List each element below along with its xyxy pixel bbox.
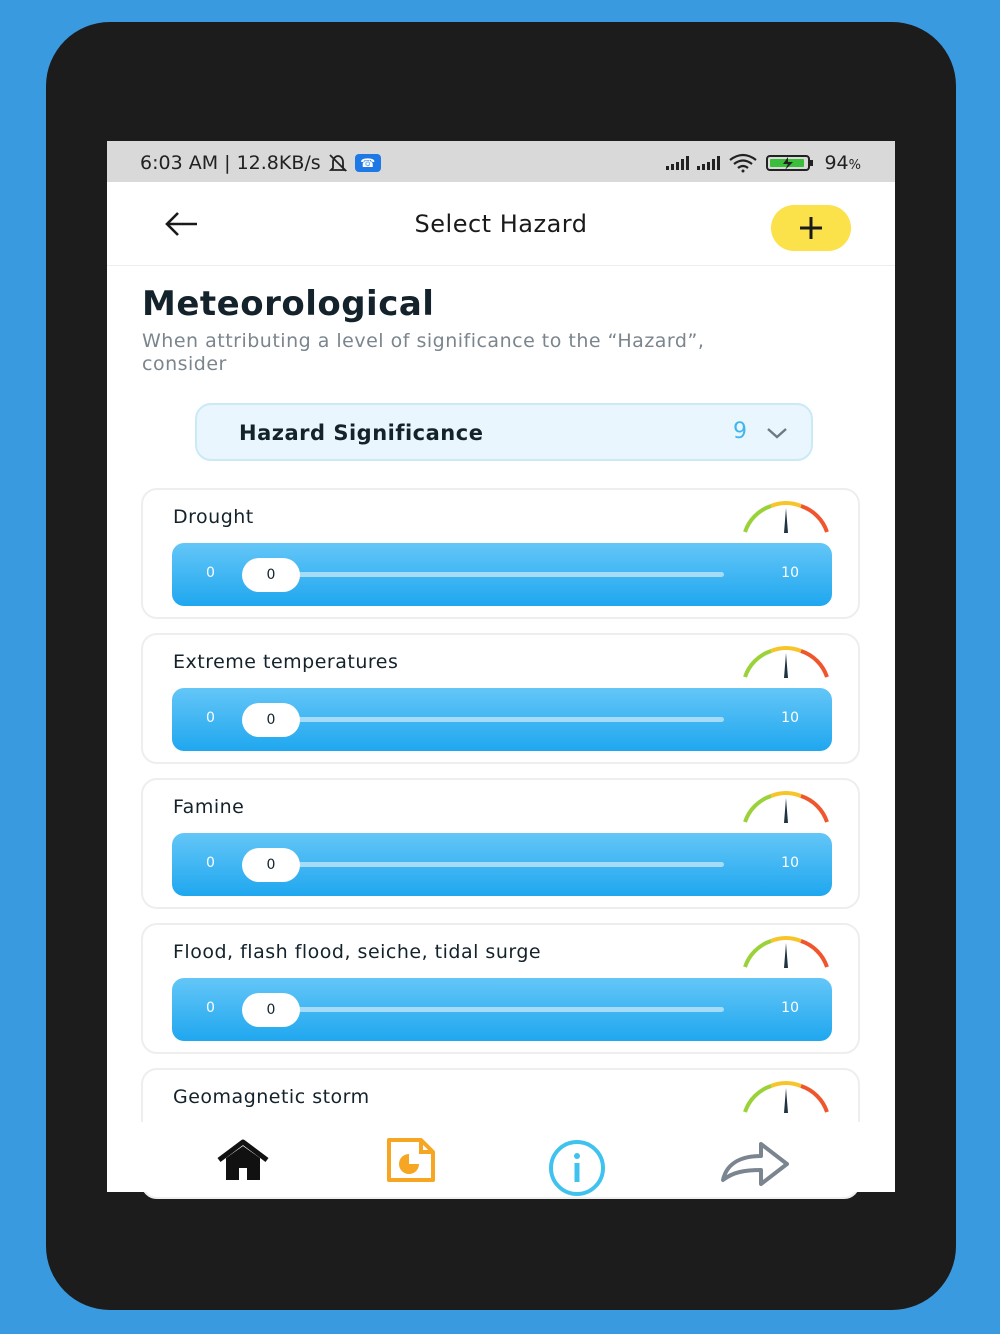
- wifi-icon: [728, 154, 758, 172]
- add-hazard-button[interactable]: [771, 205, 851, 251]
- gauge-icon: [741, 1082, 831, 1114]
- slider-thumb[interactable]: 0: [242, 558, 300, 592]
- slider-max: 10: [781, 710, 799, 726]
- page-title: Select Hazard: [414, 210, 588, 238]
- report-icon: [381, 1136, 441, 1184]
- slider-min: 0: [206, 710, 215, 726]
- slider-min: 0: [206, 1000, 215, 1016]
- slider-thumb[interactable]: 0: [242, 848, 300, 882]
- slider-min: 0: [206, 855, 215, 871]
- slider-track: [272, 862, 724, 867]
- section-title: Meteorological: [142, 284, 435, 324]
- significance-slider[interactable]: [172, 978, 832, 1041]
- hazard-content: [107, 266, 895, 1122]
- battery-level: 94%: [824, 152, 861, 174]
- significance-slider[interactable]: [172, 833, 832, 896]
- battery-icon: [766, 154, 816, 172]
- slider-max: 10: [781, 565, 799, 581]
- gauge-icon: [741, 502, 831, 534]
- home-icon: [213, 1136, 273, 1184]
- hazard-name: Drought: [173, 506, 254, 528]
- hazard-name: Extreme temperatures: [173, 651, 399, 673]
- hazard-card-drought: [141, 488, 860, 619]
- plus-icon: [796, 213, 826, 243]
- gauge-icon: [741, 937, 831, 969]
- app-screen: [107, 141, 895, 1192]
- gauge-icon: [741, 792, 831, 824]
- app-bar: [107, 182, 895, 266]
- status-bar: [107, 141, 895, 182]
- share-icon: [719, 1136, 791, 1184]
- hazard-significance-select[interactable]: [195, 403, 813, 461]
- significance-slider[interactable]: [172, 543, 832, 606]
- slider-min: 0: [206, 565, 215, 581]
- muted-bell-icon: [327, 153, 349, 173]
- nav-report[interactable]: [381, 1136, 441, 1184]
- hazard-card-extreme-temperatures: [141, 633, 860, 764]
- slider-track: [272, 1007, 724, 1012]
- nav-info[interactable]: [547, 1136, 607, 1184]
- slider-track: [272, 717, 724, 722]
- slider-max: 10: [781, 855, 799, 871]
- slider-track: [272, 572, 724, 577]
- section-description: When attributing a level of significance to the “Hazard”, consider: [142, 330, 705, 375]
- hazard-name: Geomagnetic storm: [173, 1086, 370, 1108]
- slider-thumb[interactable]: 0: [242, 993, 300, 1027]
- slider-thumb[interactable]: 0: [242, 703, 300, 737]
- signal-1-icon: [666, 156, 689, 170]
- hazard-card-flood: [141, 923, 860, 1054]
- significance-value: 9: [733, 419, 747, 444]
- status-time: 6:03 AM | 12.8KB/s: [140, 152, 321, 174]
- chevron-down-icon: [765, 423, 789, 443]
- hazard-card-famine: [141, 778, 860, 909]
- significance-slider[interactable]: [172, 688, 832, 751]
- info-icon: [547, 1136, 607, 1184]
- bottom-navigation: [107, 1122, 895, 1192]
- significance-label: Hazard Significance: [239, 421, 484, 445]
- hazard-name: Famine: [173, 796, 245, 818]
- signal-2-icon: [697, 156, 720, 170]
- nav-home[interactable]: [213, 1136, 273, 1184]
- call-icon: ☎: [355, 154, 381, 172]
- slider-max: 10: [781, 1000, 799, 1016]
- nav-share[interactable]: [719, 1136, 779, 1184]
- hazard-name: Flood, flash flood, seiche, tidal surge: [173, 941, 542, 963]
- gauge-icon: [741, 647, 831, 679]
